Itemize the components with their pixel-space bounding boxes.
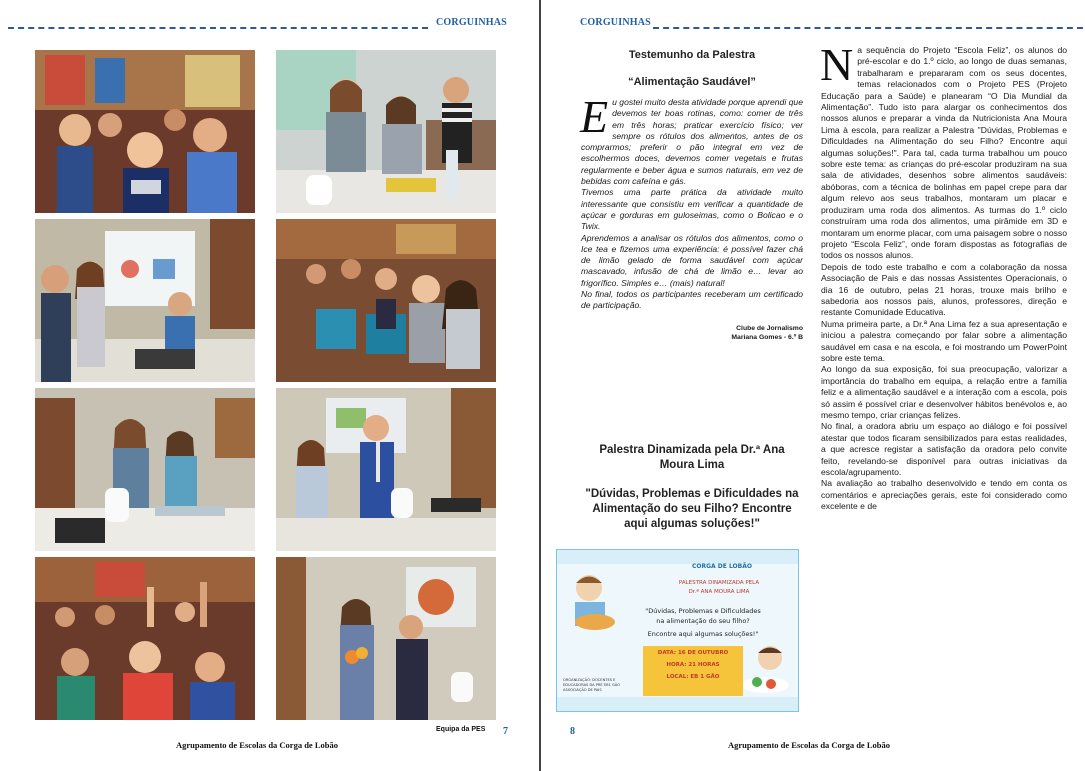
header-rule [8,27,428,29]
testimony-paragraph: Aprendemos a analisar os rótulos dos alimentos, como o Ice tea e fizemos uma experiência: é possível fazer chá de limão gelado de forma saudável com açúcar mascavado, infusão de chá de limão e… levar ao frigorífico. Simples e… (mais) natural! [581,232,803,288]
poster-organizer: ORGANIZAÇÃO: DOCENTES E EDUCADORAS DA PRÉ EB1 GÃO ASSOCIAÇÃO DE PAIS [563,678,621,692]
poster-quote1: "Dúvidas, Problemas e Dificuldades [645,607,761,615]
poster-brand: CORGA DE LOBÃO [692,563,752,570]
page-number-left: 7 [503,726,508,737]
photo-auditorium-students [276,219,496,382]
magazine-name: CORGUINHAS [436,17,507,28]
talk-subheading: "Dúvidas, Problemas e Dificuldades na Alimentação do seu Filho? Encontre aqui algumas soluções!" [585,488,799,530]
poster-quote2: na alimentação do seu filho? [656,617,750,625]
testimony-drop-cap: E [580,91,609,142]
photo-girls-at-table [276,50,496,213]
talk-heading: Palestra Dinamizada pela Dr.ª Ana Moura Lima [599,444,785,471]
poster-time: HORA: 21 HORAS [666,662,720,668]
page-number-right: 8 [570,726,575,737]
photo-raised-hands [35,557,255,720]
footer-left: Agrupamento de Escolas da Corga de Lobão [176,740,338,750]
photo-demo-table [35,388,255,551]
event-poster [556,549,799,712]
poster-date: DATA: 16 DE OUTUBRO [657,650,729,656]
talk-headings [581,443,803,532]
photo-students-laughing [35,50,255,213]
photo-presentation-students [35,219,255,382]
testimony-subtitle: “Alimentação Saudável” [628,76,756,88]
testimony-title: Testemunho da Palestra [628,49,756,61]
photo-presenter-flowers [276,557,496,720]
testimony-paragraph: Tivemos uma parte prática da atividade muito interessante que consistiu em verificar a quantidade de açúcar e gorduras em guloseimas, como o Bolicao e o Twix. [581,187,803,232]
testimony-column [581,48,803,342]
poster-place: LOCAL: EB 1 GÃO [666,674,720,680]
testimony-paragraph: No final, todos os participantes receberam um certificado de participação. [581,289,803,311]
poster-line2: Dr.ª ANA MOURA LIMA [688,589,750,595]
article-paragraph: Na avaliação ao trabalho desenvolvido e tendo em conta os comentários e apreciações gerais, este foi considerado como excelente e de [821,478,1067,512]
article-paragraph: Depois de todo este trabalho e com a colaboração da nossa Associação de Pais e das nossas Assistentes Operacionais, o dia 16 de outubro, pelas 21 horas, trouxe mais brilho e sabedoria aos nossos pais, alunos, professores, direção e restante Comunidade Educativa. [821,261,1067,318]
poster-quote3: Encontre aqui algumas soluções!" [647,630,759,638]
article-column [820,39,1067,513]
credit-author: Mariana Gomes - 6.º B [731,333,803,341]
magazine-name-right: CORGUINHAS [580,17,651,28]
article-paragraph: Numa primeira parte, a Dr.ª Ana Lima fez a sua apresentação e iniciou a palestra começando por falar sobre a alimentação saudável em casa e na escola, e foi mostrando um PowerPoint sobre este tema. [821,318,1067,363]
article-drop-cap: N [820,39,854,90]
left-page [0,0,539,771]
credit-club: Clube de Jornalismo [736,324,803,332]
right-page [541,0,1085,771]
article-paragraph: No final, a oradora abriu um espaço ao diálogo e foi possível atestar que todos ficaram sensibilizados para estas realidades, a que acresce registar a satisfação da oradora pelo convite feito, revelando-se disponível para outras iniciativas da escola/agrupamento. [821,421,1067,478]
footer-right: Agrupamento de Escolas da Corga de Lobão [728,740,890,750]
article-paragraph: a sequência do Projeto “Escola Feliz”, os alunos do pré-escolar e do 1.º ciclo, ao longo de duas semanas, trabalharam e prepararam com os seus docentes, temas relacionados com o Projeto PES (Projeto Educação para a Saúde) e planearam “O Dia Mundial da Alimentação”. Tudo isto para alargar os conhecimentos dos nossos alunos e preparar a vinda da Nutricionista Ana Moura Lima à escola, para realizar a Palestra "Dúvidas, Problemas e Dificuldades na Alimentação do seu Filho? Encontre aqui algumas soluções!". Para tal, cada turma trabalhou um pouco sobre este tema: as crianças do pré-escolar produziram na sua sala de atividades, desenhos sobre alimentos saudáveis: abóboras, com a técnica de bolinhas em papel crepe para dar algum relevo aos seus trabalhos, montaram um placar e produziram uma roda dos alimentos. As turmas do 1.º ciclo construíram uma roda dos alimentos, uma pirâmide em 3D e montaram um enorme placar, com uma paisagem sobre o nosso projeto “Escola Feliz”, onde foram dispostas as fotografias de todos os nossos alunos. [821,45,1067,261]
poster-line1: PALESTRA DINAMIZADA PELA [678,580,760,586]
header-rule-right [653,27,1083,29]
photo-caption: Equipa da PES [436,726,486,733]
testimony-paragraph: u gostei muito desta atividade porque aprendi que devemos ter boas rotinas, como: comer de três em três horas; praticar exercício físico; ver sempre os rótulos dos alimentos, antes de os comprarmos; preferir o pão integral em vez de escolhermos doces, devemos comer vegetais e frutas regularmente e beber água e sumos naturais, em vez de bebidas com cafeína e gás. [581,97,803,187]
article-paragraph: Ao longo da sua exposição, foi sua preocupação, valorizar a importância do trabalho em equipa, a relação entre a família feliz e a alimentação saudável e a interação com a escola, pois só assim é possível criar e desenvolver hábitos benévolos e, ao mesmo tempo, criar crianças felizes. [821,364,1067,420]
photo-speaker-microphone [276,388,496,551]
